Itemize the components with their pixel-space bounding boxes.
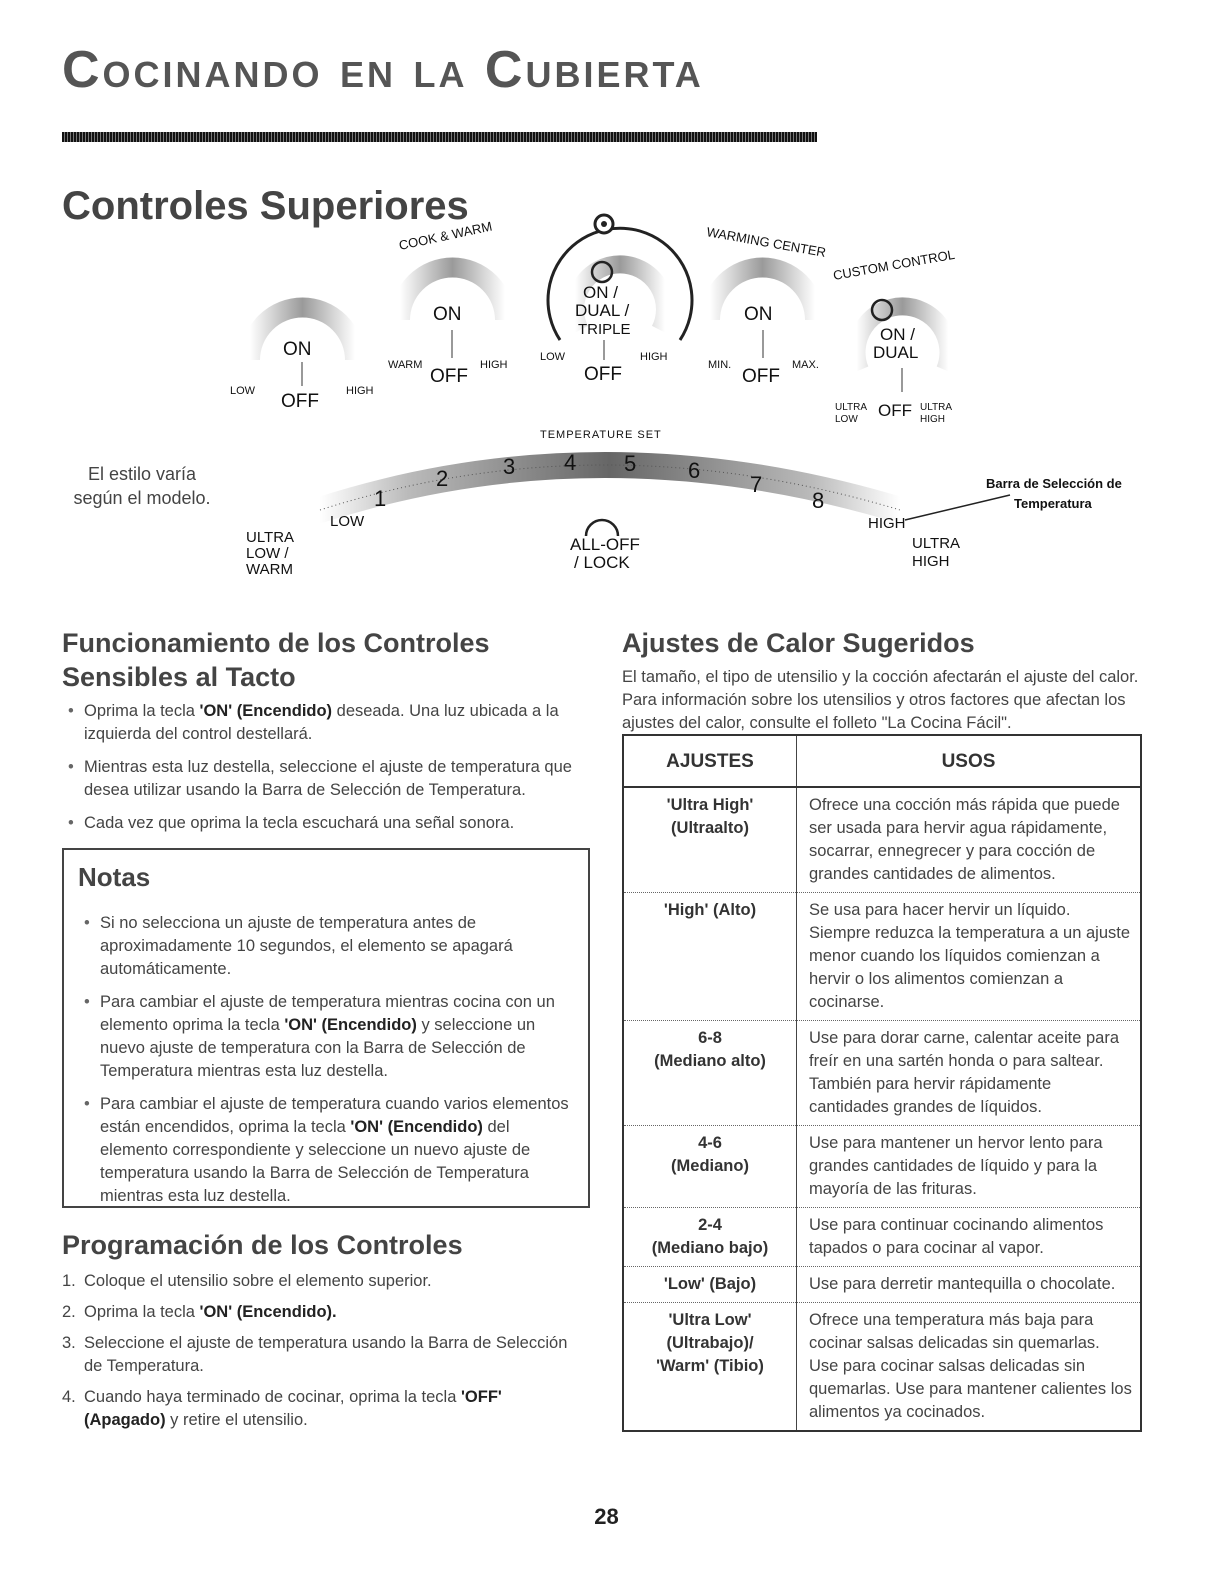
controls-diagram: [0, 210, 1213, 610]
knob-5-off: OFF: [878, 401, 912, 420]
bar-number-5: 5: [624, 451, 637, 476]
knob-3-low: LOW: [540, 351, 566, 363]
knob-1-low: LOW: [230, 385, 256, 397]
setting-cell: 6-8 (Mediano alto): [623, 1021, 797, 1126]
table-row: [623, 1208, 1141, 1267]
table-row: [623, 1126, 1141, 1208]
setting-cell: 2-4 (Mediano bajo): [623, 1208, 797, 1267]
bar-ultra-high-label-1: ULTRA: [912, 535, 961, 552]
heat-settings-heading: Ajustes de Calor Sugeridos: [622, 628, 975, 658]
use-cell: Use para continuar cocinando alimentos tapados o para cocinar al vapor.: [797, 1208, 1142, 1267]
bar-number-2: 2: [436, 466, 449, 491]
programming-heading: Programación de los Controles: [62, 1230, 463, 1260]
use-cell: Se usa para hacer hervir un líquido. Siempre reduzca la temperatura a un ajuste menor cuando los líquidos comienzan a hervir o los alimentos comienzan a cocinarse.: [797, 893, 1142, 1021]
table-row: [623, 1303, 1141, 1432]
page-number: 28: [594, 1504, 619, 1529]
knob-2-on: ON: [433, 304, 462, 325]
bar-low-label: LOW: [330, 513, 365, 530]
knob-4-off: OFF: [742, 366, 780, 387]
touch-bullets: [62, 700, 592, 835]
temperature-set-label: TEMPERATURE SET: [540, 429, 662, 441]
style-note-line-2: según el modelo.: [73, 488, 211, 508]
notes-list: [78, 912, 578, 1218]
knob-5[interactable]: [832, 247, 956, 425]
table-row: [623, 893, 1141, 1021]
knob-3-high: HIGH: [640, 351, 668, 363]
bar-ultra-high-label-2: HIGH: [912, 553, 950, 570]
knob-3-on: ON /: [583, 283, 618, 302]
touch-bullet: • Mientras esta luz destella, seleccione el ajuste de temperatura que desea utilizar usando la Barra de Selección de Temperatura.: [62, 756, 592, 802]
table-row: [623, 1021, 1141, 1126]
knob-5-high2: HIGH: [920, 414, 945, 425]
setting-cell: 'Ultra Low' (Ultrabajo)/ 'Warm' (Tibio): [623, 1303, 797, 1432]
bar-caption-pointer: [905, 495, 1010, 520]
bar-number-3: 3: [503, 454, 516, 479]
note-item: • Para cambiar el ajuste de temperatura mientras cocina con un elemento oprima la tecla 'ON' (Encendido) y seleccione un nuevo ajuste de temperatura con la Barra de Selección de Temperatura mientras esta luz destella.: [78, 991, 578, 1083]
use-cell: Use para dorar carne, calentar aceite para freír en una sartén honda o para saltear. También para hervir rápidamente cantidades grandes de líquidos.: [797, 1021, 1142, 1126]
setting-cell: 4-6 (Mediano): [623, 1126, 797, 1208]
bar-number-1: 1: [374, 486, 387, 511]
knob-2[interactable]: [388, 219, 508, 387]
knob-4-arc-label: WARMING CENTER: [705, 224, 828, 260]
page-title: Cocinando en la Cubierta: [62, 41, 704, 99]
knob-2-arc-label: COOK & WARM: [397, 218, 494, 253]
bar-caption-2: Temperatura: [1014, 496, 1092, 511]
knob-4-high: MAX.: [792, 359, 819, 371]
temperature-slider[interactable]: [320, 450, 900, 513]
style-note-line-1: El estilo varía: [87, 464, 197, 484]
bar-caption-1: Barra de Selección de: [986, 476, 1122, 491]
knob-1-off: OFF: [281, 391, 319, 412]
knob-1[interactable]: [230, 308, 374, 413]
bar-ultra-low-label-1: ULTRA: [246, 529, 295, 546]
use-cell: Use para derretir mantequilla o chocolate.: [797, 1267, 1142, 1303]
knob-1-high: HIGH: [346, 385, 374, 397]
knob-5-on: ON /: [880, 325, 915, 344]
knob-4[interactable]: [705, 224, 827, 387]
style-note: [62, 462, 222, 510]
knob-5-arc-label: CUSTOM CONTROL: [831, 246, 956, 283]
knob-5-high: ULTRA: [920, 402, 953, 413]
bar-high-label: HIGH: [868, 515, 906, 532]
knob-3[interactable]: [540, 215, 692, 385]
touch-bullet: • Oprima la tecla 'ON' (Encendido) deseada. Una luz ubicada a la izquierda del control destellará.: [62, 700, 592, 746]
knob-1-on: ON: [283, 339, 312, 360]
title-rule: [62, 132, 817, 142]
heat-settings-intro: El tamaño, el tipo de utensilio y la cocción afectarán el ajuste del calor. Para información sobre los utensilios y otros factores que afectan los ajustes del calor, consulte el folleto "La Cocina Fácil".: [622, 668, 1139, 732]
knob-2-off: OFF: [430, 366, 468, 387]
setting-cell: 'Low' (Bajo): [623, 1267, 797, 1303]
step-item: 4. Cuando haya terminado de cocinar, oprima la tecla 'OFF' (Apagado) y retire el utensilio.: [62, 1388, 502, 1429]
knob-4-on: ON: [744, 304, 773, 325]
heat-settings-section: [622, 626, 1147, 735]
controls-heading: Controles Superiores: [62, 184, 469, 228]
knob-2-low: WARM: [388, 359, 423, 371]
use-cell: Ofrece una temperatura más baja para cocinar salsas delicadas sin quemarlas. Use para cocinar salsas delicadas sin quemarlas. Use para mantener calientes los alimentos ya cocinados.: [797, 1303, 1142, 1432]
step-item: 2. Oprima la tecla 'ON' (Encendido).: [62, 1303, 337, 1321]
bar-ultra-low-label-2: LOW /: [246, 545, 289, 562]
knob-3-on3: TRIPLE: [578, 321, 631, 338]
touch-heading-2: Sensibles al Tacto: [62, 662, 296, 692]
use-cell: Ofrece una cocción más rápida que puede ser usada para hervir agua rápidamente, socarrar, ennegrecer y para cocción de grandes cantidades de alimentos.: [797, 787, 1142, 893]
knob-2-high: HIGH: [480, 359, 508, 371]
table-row: [623, 787, 1141, 893]
bar-number-7: 7: [750, 472, 763, 497]
bar-number-6: 6: [688, 458, 701, 483]
bar-number-8: 8: [812, 488, 825, 513]
notes-title: Notas: [78, 862, 151, 892]
all-off-lock-button[interactable]: [570, 520, 640, 572]
use-cell: Use para mantener un hervor lento para grandes cantidades de líquido y para la mayoría de las frituras.: [797, 1126, 1142, 1208]
touch-bullet: • Cada vez que oprima la tecla escuchará una señal sonora.: [62, 812, 592, 835]
notes-box: [62, 848, 590, 1208]
note-item: • Para cambiar el ajuste de temperatura cuando varios elementos están encendidos, oprima la tecla 'ON' (Encendido) del elemento correspondiente y seleccione un nuevo ajuste de temperatura usando la Barra de Selección de Temperatura mientras esta luz destella.: [78, 1093, 578, 1208]
knob-5-low2: LOW: [835, 414, 858, 425]
step-item: 1. Coloque el utensilio sobre el elemento superior.: [62, 1272, 432, 1290]
col-header-uses: USOS: [797, 735, 1142, 787]
setting-cell: 'High' (Alto): [623, 893, 797, 1021]
note-item: • Si no selecciona un ajuste de temperatura antes de aproximadamente 10 segundos, el elemento se apagará automáticamente.: [78, 912, 578, 981]
setting-cell: 'Ultra High' (Ultraalto): [623, 787, 797, 893]
knob-3-on2: DUAL /: [575, 301, 630, 320]
bar-number-4: 4: [564, 450, 577, 475]
lock-label-1: ALL-OFF: [570, 535, 640, 554]
touch-heading-1: Funcionamiento de los Controles: [62, 628, 490, 658]
table-row: [623, 1267, 1141, 1303]
heat-settings-table: [622, 734, 1142, 1432]
bar-ultra-low-label-3: WARM: [246, 561, 293, 578]
knob-3-off: OFF: [584, 364, 622, 385]
programming-steps: [62, 1270, 582, 1440]
knob-4-low: MIN.: [708, 359, 732, 371]
knob-5-on2: DUAL: [873, 343, 919, 362]
step-item: 3. Seleccione el ajuste de temperatura usando la Barra de Selección de Temperatura.: [62, 1334, 568, 1375]
knob-5-low: ULTRA: [835, 402, 868, 413]
touch-controls-section: [62, 626, 592, 845]
col-header-settings: AJUSTES: [623, 735, 797, 787]
lock-label-2: / LOCK: [574, 553, 630, 572]
